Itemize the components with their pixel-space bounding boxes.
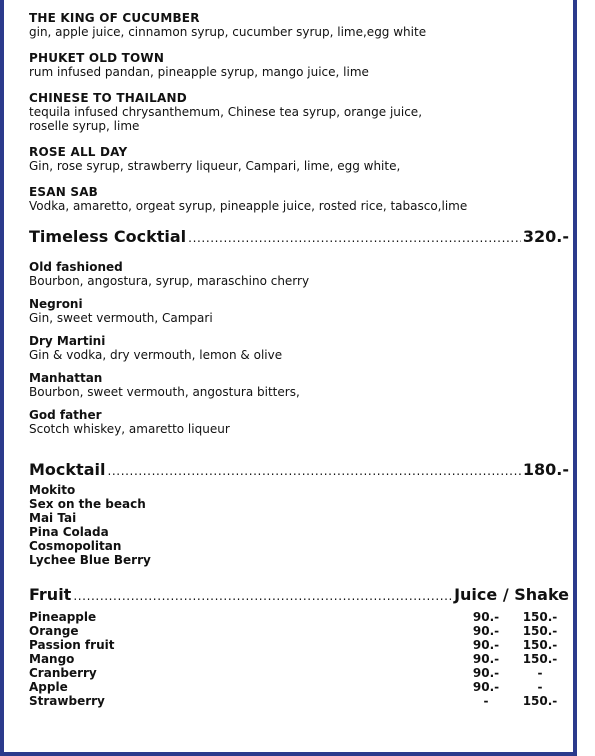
- menu-item: [29, 145, 569, 173]
- mocktail-price: 180.-: [522, 460, 569, 479]
- item-description: Gin, sweet vermouth, Campari: [29, 311, 213, 325]
- shake-price: -: [537, 666, 543, 680]
- mocktail-item: Cosmopolitan: [29, 539, 122, 553]
- mocktail-item: Sex on the beach: [29, 497, 146, 511]
- item-name: God father: [29, 408, 102, 422]
- item-name: Dry Martini: [29, 334, 106, 348]
- juice-price: 90.-: [472, 666, 500, 680]
- fruit-list: [29, 610, 569, 708]
- juice-price: 90.-: [472, 610, 500, 624]
- item-name: Old fashioned: [29, 260, 123, 274]
- menu-item: [29, 408, 569, 436]
- menu-item: [29, 260, 569, 288]
- shake-price: 150.-: [522, 610, 558, 624]
- menu-item: [29, 185, 569, 213]
- signature-list: [29, 11, 569, 213]
- item-description: Bourbon, sweet vermouth, angostura bitters,: [29, 385, 300, 399]
- item-description: Bourbon, angostura, syrup, maraschino cherry: [29, 274, 310, 288]
- mocktail-section: [29, 460, 569, 567]
- juice-price: 90.-: [472, 652, 500, 666]
- shake-price: 150.-: [522, 638, 558, 652]
- menu-item: [29, 11, 569, 39]
- juice-price: 90.-: [472, 624, 500, 638]
- menu-item: [29, 334, 569, 362]
- menu-item: [29, 371, 569, 399]
- timeless-header: [29, 227, 569, 248]
- shake-price: 150.-: [522, 624, 558, 638]
- item-description: gin, apple juice, cinnamon syrup, cucumber syrup, lime,egg white: [29, 25, 427, 39]
- item-description: Vodka, amaretto, orgeat syrup, pineapple juice, rosted rice, tabasco,lime: [29, 199, 468, 213]
- fruit-header: [29, 585, 569, 606]
- item-name: ESAN SAB: [29, 185, 99, 199]
- item-description: Gin & vodka, dry vermouth, lemon & olive: [29, 348, 283, 362]
- fruit-column-headers: Juice / Shake: [454, 585, 569, 604]
- timeless-title: Timeless Cocktial: [29, 227, 187, 246]
- item-description: Gin, rose syrup, strawberry liqueur, Campari, lime, egg white,: [29, 159, 401, 173]
- mocktail-header: [29, 460, 569, 481]
- fruit-section: [29, 585, 569, 708]
- fruit-name: Strawberry: [29, 694, 105, 708]
- timeless-price: 320.-: [522, 227, 569, 246]
- item-name: THE KING OF CUCUMBER: [29, 11, 200, 25]
- mocktail-title: Mocktail: [29, 460, 106, 479]
- item-description: tequila infused chrysanthemum, Chinese tea syrup, orange juice,: [29, 105, 423, 119]
- fruit-row: [29, 694, 569, 708]
- mocktail-item: Pina Colada: [29, 525, 109, 539]
- menu-item: [29, 91, 569, 133]
- item-description: rum infused pandan, pineapple syrup, mango juice, lime: [29, 65, 369, 79]
- fruit-row: [29, 624, 569, 638]
- mocktail-item: Mokito: [29, 483, 76, 497]
- fruit-name: Passion fruit: [29, 638, 115, 652]
- item-description: roselle syrup, lime: [29, 119, 140, 133]
- fruit-name: Mango: [29, 652, 75, 666]
- juice-price: -: [483, 694, 489, 708]
- mocktail-item: Mai Tai: [29, 511, 77, 525]
- fruit-name: Cranberry: [29, 666, 97, 680]
- fruit-row: [29, 680, 569, 694]
- fruit-row: [29, 638, 569, 652]
- leader-dots: [73, 586, 452, 606]
- item-description: Scotch whiskey, amaretto liqueur: [29, 422, 230, 436]
- mocktail-item: Lychee Blue Berry: [29, 553, 151, 567]
- item-name: PHUKET OLD TOWN: [29, 51, 165, 65]
- item-name: CHINESE TO THAILAND: [29, 91, 187, 105]
- menu-item: [29, 297, 569, 325]
- menu-item: [29, 51, 569, 79]
- shake-price: 150.-: [522, 694, 558, 708]
- fruit-name: Pineapple: [29, 610, 97, 624]
- shake-price: -: [537, 680, 543, 694]
- fruit-title: Fruit: [29, 585, 72, 604]
- item-name: Manhattan: [29, 371, 103, 385]
- menu-content: [29, 0, 569, 708]
- fruit-row: [29, 666, 569, 680]
- leader-dots: [188, 228, 521, 248]
- fruit-name: Apple: [29, 680, 68, 694]
- juice-price: 90.-: [472, 638, 500, 652]
- timeless-section: [29, 227, 569, 436]
- shake-price: 150.-: [522, 652, 558, 666]
- item-name: Negroni: [29, 297, 83, 311]
- item-name: ROSE ALL DAY: [29, 145, 128, 159]
- fruit-row: [29, 610, 569, 624]
- signature-cocktails: [29, 0, 569, 213]
- juice-price: 90.-: [472, 680, 500, 694]
- mocktail-list: [29, 483, 569, 567]
- leader-dots: [107, 461, 520, 481]
- timeless-list: [29, 260, 569, 436]
- fruit-name: Orange: [29, 624, 79, 638]
- fruit-row: [29, 652, 569, 666]
